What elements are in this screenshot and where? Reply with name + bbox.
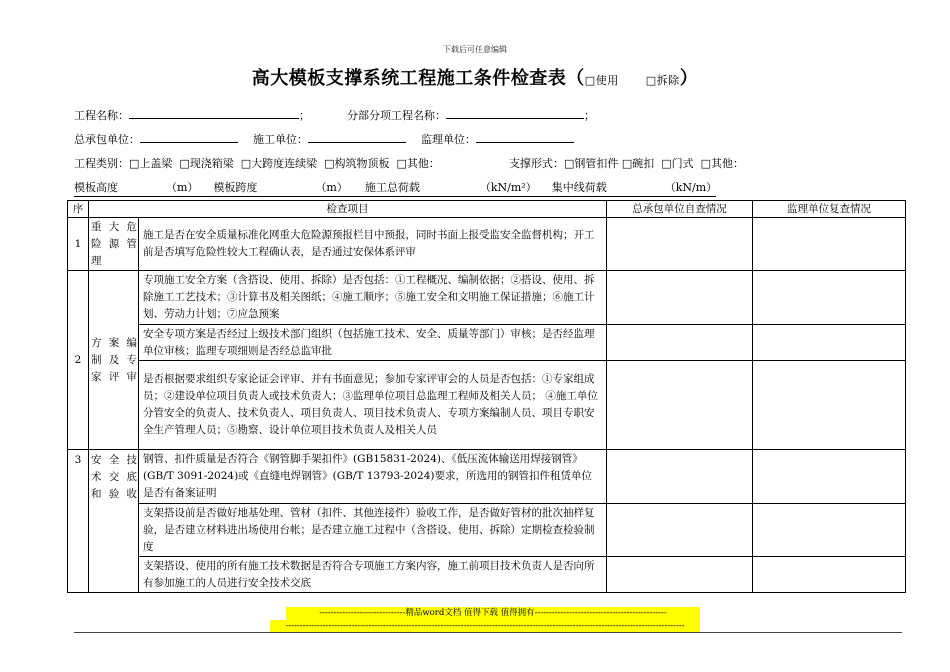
table-row [68,271,906,325]
row-category [89,271,139,450]
category-line: 安全技 [91,454,137,466]
supervision-check-cell[interactable] [753,325,906,361]
supervision-unit-field[interactable] [476,130,574,143]
construction-unit-field[interactable] [308,130,406,143]
category-line: 家评审 [91,370,137,383]
sub-project-field[interactable] [446,106,584,119]
table-row [68,557,906,593]
supervision-check-cell[interactable] [753,271,906,325]
category-line: 术交底 [91,471,137,483]
row-item: 专项施工安全方案（含搭设、使用、拆除）是否包括：①工程概况、编制依据；②搭设、使用、拆除施工工艺技术；③计算书及相关图纸；④施工顺序；⑤施工安全和文明施工保证措施；⑥施工计划、劳动力计划；⑦应急预案 [139,271,607,325]
inspection-table [67,200,906,593]
category-line: 和验收 [91,488,137,500]
formwork-height-label: 模板高度 [74,181,118,194]
sub-project-label: 分部分项工程名称： [347,109,446,122]
supervision-check-cell[interactable] [753,361,906,450]
total-load-label: 施工总荷载 [364,181,420,194]
project-name-field[interactable] [129,106,299,119]
line-load-label: 集中线荷载 [551,181,607,194]
row-seq: 3 [68,450,89,593]
table-row [68,325,906,361]
row-item: 支架搭设前是否做好地基处理、管材（扣件、其他连接件）验收工作，是否做好管材的批次抽样复验，是否建立材料进出场使用台帐；是否建立施工过程中（含搭设、使用、拆除）定期检查检验制度 [139,504,607,557]
construction-unit-label: 施工单位： [253,133,308,146]
project-name-label: 工程名称： [74,109,129,122]
footer-rule [74,632,902,633]
formwork-span-unit: （m） [315,181,348,194]
project-name-row [74,106,595,123]
row-item: 是否根据要求组织专家论证会评审、并有书面意见；参加专家评审会的人员是否包括：①专家组成员；②建设单位项目负责人或技术负责人；③监理单位项目总监理工程师及相关人员； ④施工单位分管安全的负责人、技术负责人、项目负责人、项目技术负责人、专项方案编制人员、项目专职安全生产管理人员；⑤勘察、设计单位项目技术负责人及相关人员 [139,361,607,450]
general-contractor-label: 总承包单位： [74,133,140,146]
separator-2: ； [584,109,595,122]
table-row [68,218,906,271]
row-seq: 2 [68,271,89,450]
support-form-label: 支撑形式： [508,157,564,170]
footer-dash-line: ------------------------------------------------------------------------------------------------------------------------------------------- [270,620,700,633]
footer-banner: ------------------------------精品word文档 值得下载 值得拥有---------------------------------------------- [286,607,700,620]
row-item: 安全专项方案是否经过上级技术部门组织（包括施工技术、安全、质量等部门）审核；是否经监理单位审核；监理专项细则是否经总监审批 [139,325,607,361]
supervision-unit-label: 监理单位： [421,133,476,146]
category-line: 险源管 [91,237,137,250]
self-check-cell[interactable] [607,450,753,504]
row-seq: 1 [68,218,89,271]
header-seq: 序 [68,201,89,218]
category-line: 理 [91,254,102,267]
category-line: 方案编 [91,336,137,349]
header-item: 检查项目 [89,201,607,218]
page-title [0,64,950,90]
option-remove-checkbox[interactable]: □拆除 [645,74,680,87]
header-supervision-check: 监理单位复查情况 [753,201,906,218]
row-category [89,450,139,593]
row-category [89,218,139,271]
total-load-unit: （kN/m²） [479,181,537,194]
supervision-check-cell[interactable] [753,557,906,593]
self-check-cell[interactable] [607,557,753,593]
category-line: 重大危 [91,220,137,233]
self-check-cell[interactable] [607,218,753,271]
category-line: 制及专 [91,353,137,366]
self-check-cell[interactable] [607,361,753,450]
supervision-check-cell[interactable] [753,450,906,504]
load-row [74,179,716,197]
title-paren-open: （ [566,68,585,89]
formwork-height-unit: （m） [166,181,199,194]
self-check-cell[interactable] [607,325,753,361]
table-row [68,361,906,450]
self-check-cell[interactable] [607,271,753,325]
project-type-label: 工程类别： [74,157,129,170]
table-row [68,504,906,557]
table-row [68,450,906,504]
row-item: 钢管、扣件质量是否符合《钢管脚手架扣件》(GB15831-2024)、《低压流体输送用焊接钢管》(GB/T 3091-2024)或《直缝电焊钢管》(GB/T 13793-2024)要求，所选用的钢管扣件租赁单位是否有备案证明 [139,450,607,504]
row-item: 支架搭设、使用的所有施工技术数据是否符合专项施工方案内容，施工前项目技术负责人是否向所有参加施工的人员进行安全技术交底 [139,557,607,593]
project-type-options[interactable]: □上盖梁 □现浇箱梁 □大跨度连续梁 □构筑物顶板 □其他： [129,157,440,170]
option-use-checkbox[interactable]: □使用 [584,74,619,87]
title-paren-close: ） [679,68,699,89]
general-contractor-field[interactable] [140,130,238,143]
type-row [74,155,744,171]
line-load-unit: （kN/m） [664,181,718,194]
table-header-row [68,201,906,218]
separator-1: ； [299,109,310,122]
row-item: 施工是否在安全质量标准化网重大危险源预报栏目中预报，同时书面上报受监安全监督机构；开工前是否填写危险性较大工程确认表，是否通过安保体系评审 [139,218,607,271]
support-form-options[interactable]: □钢管扣件 □碗扣 □门式 □其他： [563,157,744,170]
top-note: 下载后可任意编辑 [443,45,507,54]
title-text: 高大模板支撑系统工程施工条件检查表 [251,68,567,89]
formwork-span-label: 模板跨度 [213,181,258,194]
supervision-check-cell[interactable] [753,504,906,557]
units-row [74,130,574,147]
supervision-check-cell[interactable] [753,218,906,271]
header-self-check: 总承包单位自查情况 [607,201,753,218]
self-check-cell[interactable] [607,504,753,557]
